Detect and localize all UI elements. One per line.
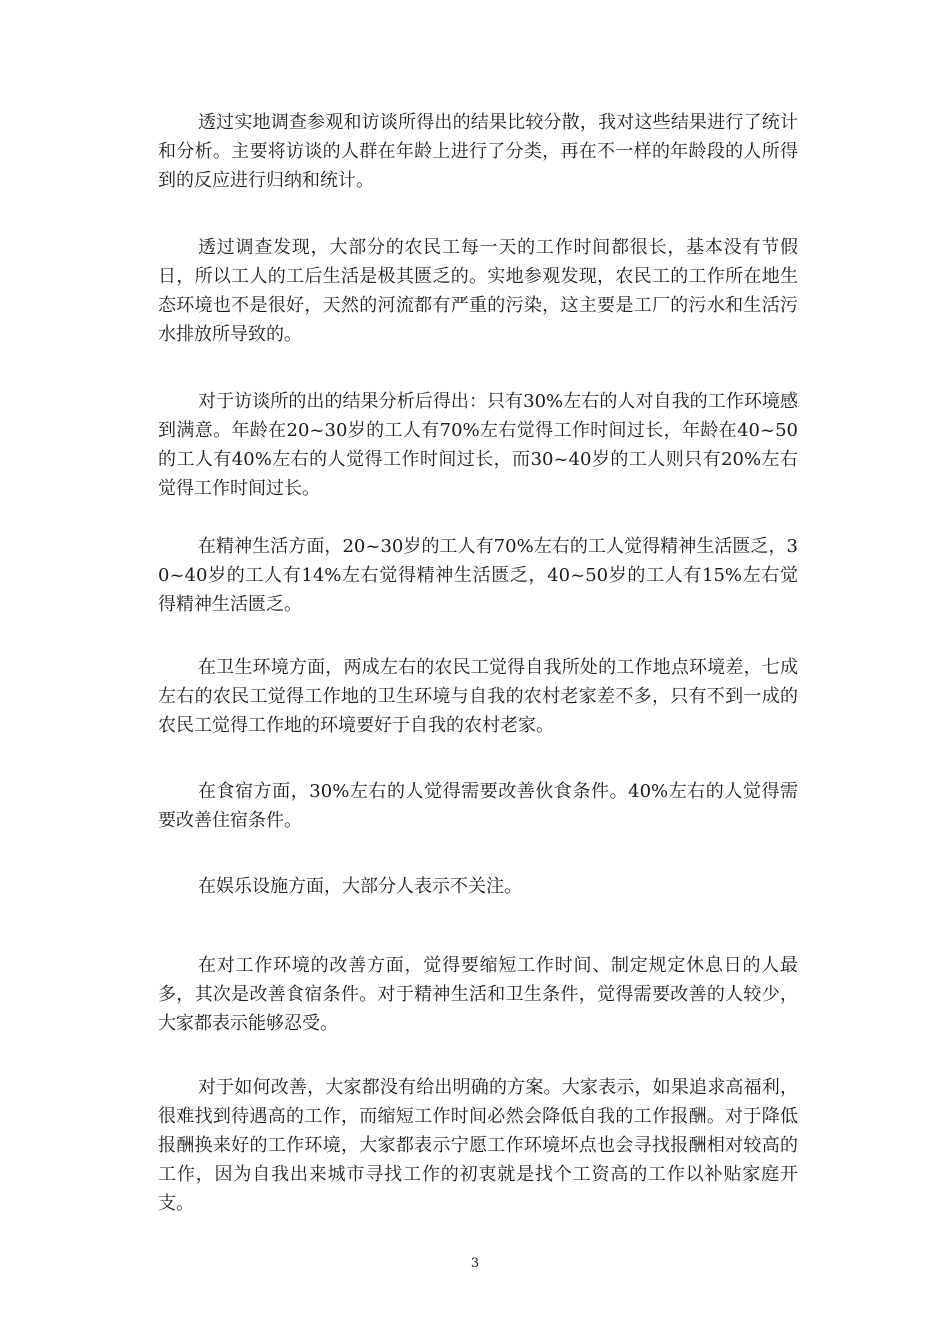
paragraph-food-lodging: 在食宿方面，30%左右的人觉得需要改善伙食条件。40%左右的人觉得需要改善住宿条件。 <box>158 781 798 831</box>
paragraph-entertainment: 在娱乐设施方面，大部分人表示不关注。 <box>198 876 522 897</box>
paragraph-results-overview: 透过实地调查参观和访谈所得出的结果比较分散，我对这些结果进行了统计和分析。主要将访谈的人群在年龄上进行了分类，再在不一样的年龄段的人所得到的反应进行归纳和统计。 <box>158 112 798 191</box>
page-number: 3 <box>470 1256 480 1271</box>
paragraph-improvement-priorities: 在对工作环境的改善方面，觉得要缩短工作时间、制定规定休息日的人最多，其次是改善食宿条件。对于精神生活和卫生条件，觉得需要改善的人较少，大家都表示能够忍受。 <box>158 955 798 1034</box>
paragraph-survey-findings: 透过调查发现，大部分的农民工每一天的工作时间都很长，基本没有节假日，所以工人的工后生活是极其匮乏的。实地参观发现，农民工的工作所在地生态环境也不是很好，天然的河流都有严重的污染，这主要是工厂的污水和生活污水排放所导致的。 <box>158 237 798 345</box>
paragraph-interview-analysis: 对于访谈所的出的结果分析后得出：只有30%左右的人对自我的工作环境感到满意。年龄在20~30岁的工人有70%左右觉得工作时间过长，年龄在40~50的工人有40%左右的人觉得工作时间过长，而30~40岁的工人则只有20%左右觉得工作时间过长。 <box>158 391 798 499</box>
paragraph-spiritual-life: 在精神生活方面，20~30岁的工人有70%左右的工人觉得精神生活匮乏，30~40岁的工人有14%左右觉得精神生活匮乏，40~50岁的工人有15%左右觉得精神生活匮乏。 <box>158 536 798 615</box>
paragraph-hygiene-environment: 在卫生环境方面，两成左右的农民工觉得自我所处的工作地点环境差，七成左右的农民工觉得工作地的卫生环境与自我的农村老家差不多，只有不到一成的农民工觉得工作地的环境要好于自我的农村老家。 <box>158 657 798 736</box>
paragraph-improvement-methods: 对于如何改善，大家都没有给出明确的方案。大家表示，如果追求高福利，很难找到待遇高的工作，而缩短工作时间必然会降低自我的工作报酬。对于降低报酬换来好的工作环境，大家都表示宁愿工作环境坏点也会寻找报酬相对较高的工作，因为自我出来城市寻找工作的初衷就是找个工资高的工作以补贴家庭开支。 <box>158 1077 798 1214</box>
